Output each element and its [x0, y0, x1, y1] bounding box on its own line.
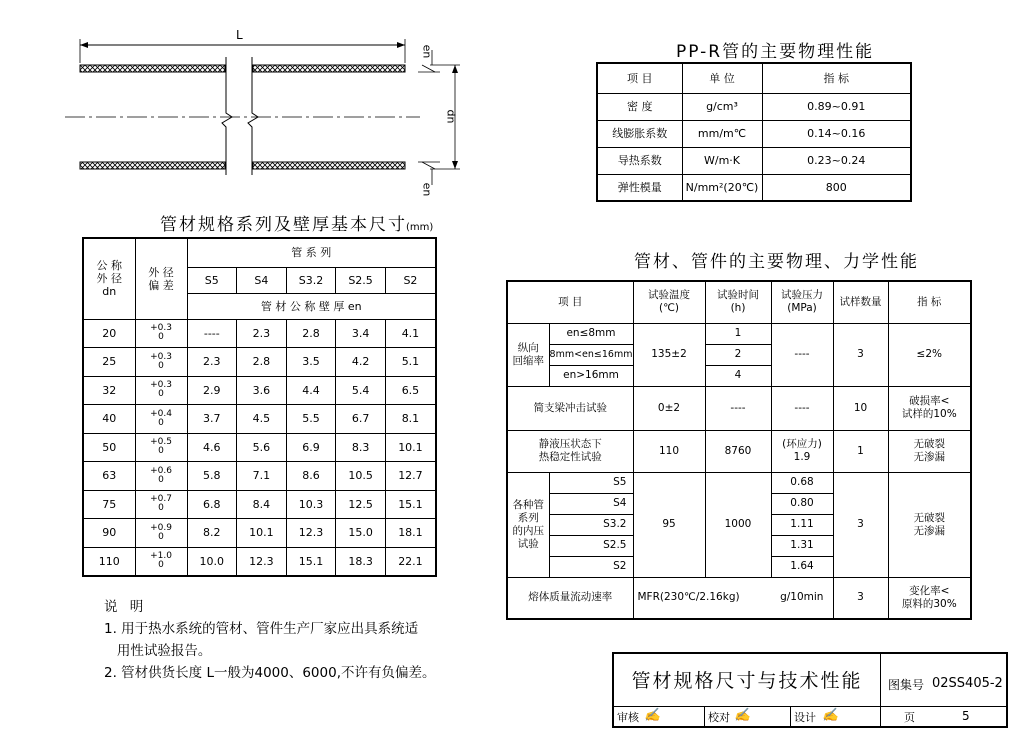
dn-cell: 25	[83, 348, 135, 377]
wall-cell: 8.2	[187, 519, 237, 548]
wall-cell: 5.5	[286, 405, 336, 434]
wall-cell: 3.5	[286, 348, 336, 377]
series-s4: S4	[237, 267, 287, 293]
impact-time: ----	[705, 386, 771, 430]
tolerance-cell: +0.4 0	[135, 405, 187, 434]
internal-label: 各种管系列 的内压试验	[507, 472, 549, 577]
table-row	[83, 547, 436, 576]
wall-cell: 10.0	[187, 547, 237, 576]
wall-cell: 2.8	[237, 348, 287, 377]
thermal-index: 无破裂 无渗漏	[888, 430, 971, 472]
table-row	[83, 462, 436, 491]
internal-series-2: S4	[549, 493, 633, 514]
table-row	[597, 93, 911, 120]
physical-title: PP-R管的主要物理性能	[676, 42, 875, 62]
wall-cell: 5.8	[187, 462, 237, 491]
melt-count: 3	[833, 577, 888, 619]
internal-index: 无破裂 无渗漏	[888, 472, 971, 577]
tolerance-cell: +0.5 0	[135, 433, 187, 462]
table-row	[83, 433, 436, 462]
wall-cell: 2.9	[187, 376, 237, 405]
wall-cell: 10.5	[336, 462, 386, 491]
internal-series-1: S5	[549, 472, 633, 493]
wall-cell: 3.6	[237, 376, 287, 405]
dn-cell: 75	[83, 490, 135, 519]
shrink-press: ----	[771, 323, 833, 386]
wall-cell: 4.6	[187, 433, 237, 462]
mech-hdr-time: 试验时间 (h)	[705, 281, 771, 323]
wall-cell: 4.2	[336, 348, 386, 377]
series-s3-2: S3.2	[286, 267, 336, 293]
internal-time: 1000	[705, 472, 771, 577]
dn-cell: 40	[83, 405, 135, 434]
phys-cell: mm/m℃	[682, 120, 762, 147]
tolerance-cell: +0.3 0	[135, 319, 187, 348]
wall-cell: 12.5	[336, 490, 386, 519]
internal-series-3: S3.2	[549, 514, 633, 535]
note-line-1: 1. 用于热水系统的管材、管件生产厂家应出具系统适	[104, 621, 419, 637]
internal-press-4: 1.31	[771, 535, 833, 556]
wall-cell: 4.1	[385, 319, 436, 348]
tolerance-cell: +0.3 0	[135, 376, 187, 405]
table-row	[83, 405, 436, 434]
dn-cell: 20	[83, 319, 135, 348]
title-block	[612, 652, 1008, 728]
design-label: 设计	[794, 711, 816, 724]
table-row	[597, 147, 911, 174]
table-row	[597, 174, 911, 201]
atlas-label: 图集号	[888, 678, 925, 692]
internal-series-5: S2	[549, 556, 633, 577]
thermal-temp: 110	[633, 430, 705, 472]
thermal-label: 静液压状态下 热稳定性试验	[507, 430, 633, 472]
wall-label-top: en	[420, 44, 434, 59]
shrink-cond-3: en>16mm	[549, 365, 633, 386]
hdr-series: 管 系 列	[187, 238, 436, 267]
wall-cell: 3.7	[187, 405, 237, 434]
impact-label: 简支梁冲击试验	[507, 386, 633, 430]
wall-cell: 8.3	[336, 433, 386, 462]
dn-cell: 90	[83, 519, 135, 548]
hdr-tolerance: 外 径 偏 差	[135, 238, 187, 319]
phys-cell: 弹性模量	[597, 174, 682, 201]
series-s2-5: S2.5	[336, 267, 386, 293]
length-label: L	[236, 28, 243, 42]
wall-cell: 10.1	[385, 433, 436, 462]
shrink-temp: 135±2	[633, 323, 705, 386]
internal-press-3: 1.11	[771, 514, 833, 535]
note-line-3: 2. 管材供货长度 L一般为4000、6000,不许有负偏差。	[104, 665, 436, 681]
phys-cell: W/m·K	[682, 147, 762, 174]
wall-cell: 18.3	[336, 547, 386, 576]
shrink-time-3: 4	[705, 365, 771, 386]
phys-hdr-index: 指 标	[762, 63, 911, 93]
table-row	[83, 376, 436, 405]
wall-cell: 7.1	[237, 462, 287, 491]
design-signature: ✍	[822, 708, 839, 723]
wall-cell: 2.8	[286, 319, 336, 348]
wall-cell: 15.0	[336, 519, 386, 548]
table-row	[597, 120, 911, 147]
check-label: 校对	[708, 711, 730, 724]
wall-cell: 6.9	[286, 433, 336, 462]
review-label: 审核	[617, 711, 639, 724]
notes-heading: 说 明	[104, 599, 148, 615]
shrink-cond-1: en≤8mm	[549, 323, 633, 344]
internal-press-1: 0.68	[771, 472, 833, 493]
melt-unit: g/10min	[771, 577, 833, 619]
phys-hdr-unit: 单 位	[682, 63, 762, 93]
wall-cell: 4.4	[286, 376, 336, 405]
wall-cell: 10.3	[286, 490, 336, 519]
melt-label: 熔体质量流动速率	[507, 577, 633, 619]
wall-cell: 12.7	[385, 462, 436, 491]
check-signature: ✍	[734, 708, 751, 723]
dn-cell: 50	[83, 433, 135, 462]
hdr-nominal: 公 称 外 径 dn	[83, 238, 135, 319]
impact-count: 10	[833, 386, 888, 430]
mech-hdr-press: 试验压力 (MPa)	[771, 281, 833, 323]
tolerance-cell: +1.0 0	[135, 547, 187, 576]
review-signature: ✍	[644, 708, 661, 723]
tolerance-cell: +0.7 0	[135, 490, 187, 519]
shrink-label: 纵向 回缩率	[507, 323, 549, 386]
melt-index: 变化率< 原料的30%	[888, 577, 971, 619]
wall-cell: 5.6	[237, 433, 287, 462]
wall-cell: 12.3	[237, 547, 287, 576]
wall-label-bottom: en	[420, 182, 434, 197]
thermal-count: 1	[833, 430, 888, 472]
phys-cell: 0.23~0.24	[762, 147, 911, 174]
shrink-cond-2: 8mm<en≤16mm	[549, 344, 633, 365]
phys-cell: g/cm³	[682, 93, 762, 120]
internal-press-2: 0.80	[771, 493, 833, 514]
phys-cell: 0.14~0.16	[762, 120, 911, 147]
wall-cell: 6.7	[336, 405, 386, 434]
wall-cell: 8.1	[385, 405, 436, 434]
page-number: 5	[962, 709, 970, 723]
internal-count: 3	[833, 472, 888, 577]
wall-cell: 4.5	[237, 405, 287, 434]
tolerance-cell: +0.9 0	[135, 519, 187, 548]
table-row	[83, 348, 436, 377]
dn-cell: 32	[83, 376, 135, 405]
page-label: 页	[904, 711, 915, 724]
pipe-spec-title: 管材规格系列及壁厚基本尺寸	[160, 215, 407, 235]
wall-cell: 8.6	[286, 462, 336, 491]
impact-press: ----	[771, 386, 833, 430]
shrink-count: 3	[833, 323, 888, 386]
phys-cell: 线膨胀系数	[597, 120, 682, 147]
pipe-spec-unit: (mm)	[406, 222, 434, 233]
melt-cond: MFR(230℃/2.16kg)	[633, 577, 771, 619]
pipe-spec-table	[82, 237, 437, 577]
phys-cell: 800	[762, 174, 911, 201]
wall-cell: 3.4	[336, 319, 386, 348]
wall-cell: 5.4	[336, 376, 386, 405]
hdr-wall: 管 材 公 称 壁 厚 en	[187, 293, 436, 319]
wall-cell: 5.1	[385, 348, 436, 377]
dn-cell: 63	[83, 462, 135, 491]
impact-temp: 0±2	[633, 386, 705, 430]
thermal-time: 8760	[705, 430, 771, 472]
series-s5: S5	[187, 267, 237, 293]
phys-hdr-item: 项 目	[597, 63, 682, 93]
internal-temp: 95	[633, 472, 705, 577]
mech-hdr-index: 指 标	[888, 281, 971, 323]
mech-table	[506, 280, 972, 620]
wall-cell: 18.1	[385, 519, 436, 548]
wall-cell: 6.5	[385, 376, 436, 405]
physical-table	[596, 62, 912, 202]
wall-cell: 15.1	[385, 490, 436, 519]
wall-cell: 6.8	[187, 490, 237, 519]
internal-series-4: S2.5	[549, 535, 633, 556]
mech-title: 管材、管件的主要物理、力学性能	[634, 252, 919, 272]
shrink-index: ≤2%	[888, 323, 971, 386]
table-row	[83, 319, 436, 348]
notes-block	[104, 596, 436, 684]
diameter-label: dn	[444, 109, 458, 124]
pipe-section-drawing	[60, 25, 480, 205]
wall-cell: 2.3	[187, 348, 237, 377]
dn-cell: 110	[83, 547, 135, 576]
internal-press-5: 1.64	[771, 556, 833, 577]
atlas-number: 02SS405-2	[932, 676, 1003, 691]
shrink-time-1: 1	[705, 323, 771, 344]
phys-cell: 导热系数	[597, 147, 682, 174]
tolerance-cell: +0.3 0	[135, 348, 187, 377]
wall-cell: 15.1	[286, 547, 336, 576]
thermal-press: (环应力) 1.9	[771, 430, 833, 472]
tolerance-cell: +0.6 0	[135, 462, 187, 491]
wall-cell: 22.1	[385, 547, 436, 576]
mech-hdr-count: 试样数量	[833, 281, 888, 323]
note-line-2: 用性试验报告。	[104, 643, 212, 659]
mech-hdr-item: 项 目	[507, 281, 633, 323]
wall-cell: 8.4	[237, 490, 287, 519]
wall-cell: ----	[187, 319, 237, 348]
wall-cell: 2.3	[237, 319, 287, 348]
wall-cell: 10.1	[237, 519, 287, 548]
mech-hdr-temp: 试验温度 (℃)	[633, 281, 705, 323]
impact-index: 破损率< 试样的10%	[888, 386, 971, 430]
shrink-time-2: 2	[705, 344, 771, 365]
wall-cell: 12.3	[286, 519, 336, 548]
phys-cell: 密 度	[597, 93, 682, 120]
phys-cell: N/mm²(20℃)	[682, 174, 762, 201]
table-row	[83, 490, 436, 519]
table-row	[83, 519, 436, 548]
series-s2: S2	[385, 267, 436, 293]
phys-cell: 0.89~0.91	[762, 93, 911, 120]
title-block-title: 管材规格尺寸与技术性能	[631, 670, 863, 692]
